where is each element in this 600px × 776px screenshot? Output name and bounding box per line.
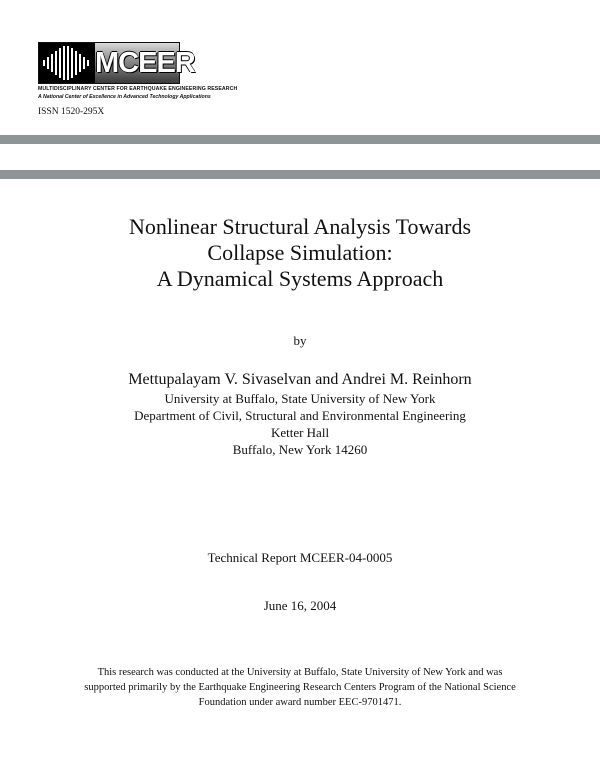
title-line: A Dynamical Systems Approach [156, 266, 444, 291]
affiliation-line: Department of Civil, Structural and Environmental Engineering [134, 408, 466, 423]
report-number: Technical Report MCEER-04-0005 [207, 550, 393, 565]
funding-note-line: supported primarily by the Earthquake Engineering Research Centers Program of the National Science [84, 682, 516, 693]
affiliation-line: University at Buffalo, State University of New York [164, 391, 436, 406]
affiliation-line: Ketter Hall [270, 425, 330, 440]
logo-wordmark: MCEER [95, 43, 179, 83]
issn-number: ISSN 1520-295X [38, 107, 105, 117]
report-date: June 16, 2004 [263, 598, 337, 613]
affiliation [0, 390, 600, 458]
seismic-wave-icon [39, 43, 95, 83]
authors: Mettupalayam V. Sivaselvan and Andrei M. Reinhorn [128, 371, 472, 388]
title-line: Nonlinear Structural Analysis Towards [128, 214, 472, 239]
header-rule-top [0, 135, 600, 144]
funding-note [30, 665, 570, 710]
logo-mark [38, 42, 195, 84]
by-label: by [293, 333, 307, 348]
logo-subtitle: MULTIDISCIPLINARY CENTER FOR EARTHQUAKE ENGINEERING RESEARCH [38, 86, 238, 92]
report-title [0, 214, 600, 292]
header-rule-bottom [0, 170, 600, 179]
title-line: Collapse Simulation: [207, 240, 393, 265]
mceer-logo [38, 42, 238, 100]
funding-note-line: This research was conducted at the University at Buffalo, State University of New York and was [97, 667, 503, 678]
affiliation-line: Buffalo, New York 14260 [232, 442, 368, 457]
funding-note-line: Foundation under award number EEC-9701471. [198, 697, 402, 708]
logo-tagline: A National Center of Excellence in Advanced Technology Applications [38, 94, 211, 100]
